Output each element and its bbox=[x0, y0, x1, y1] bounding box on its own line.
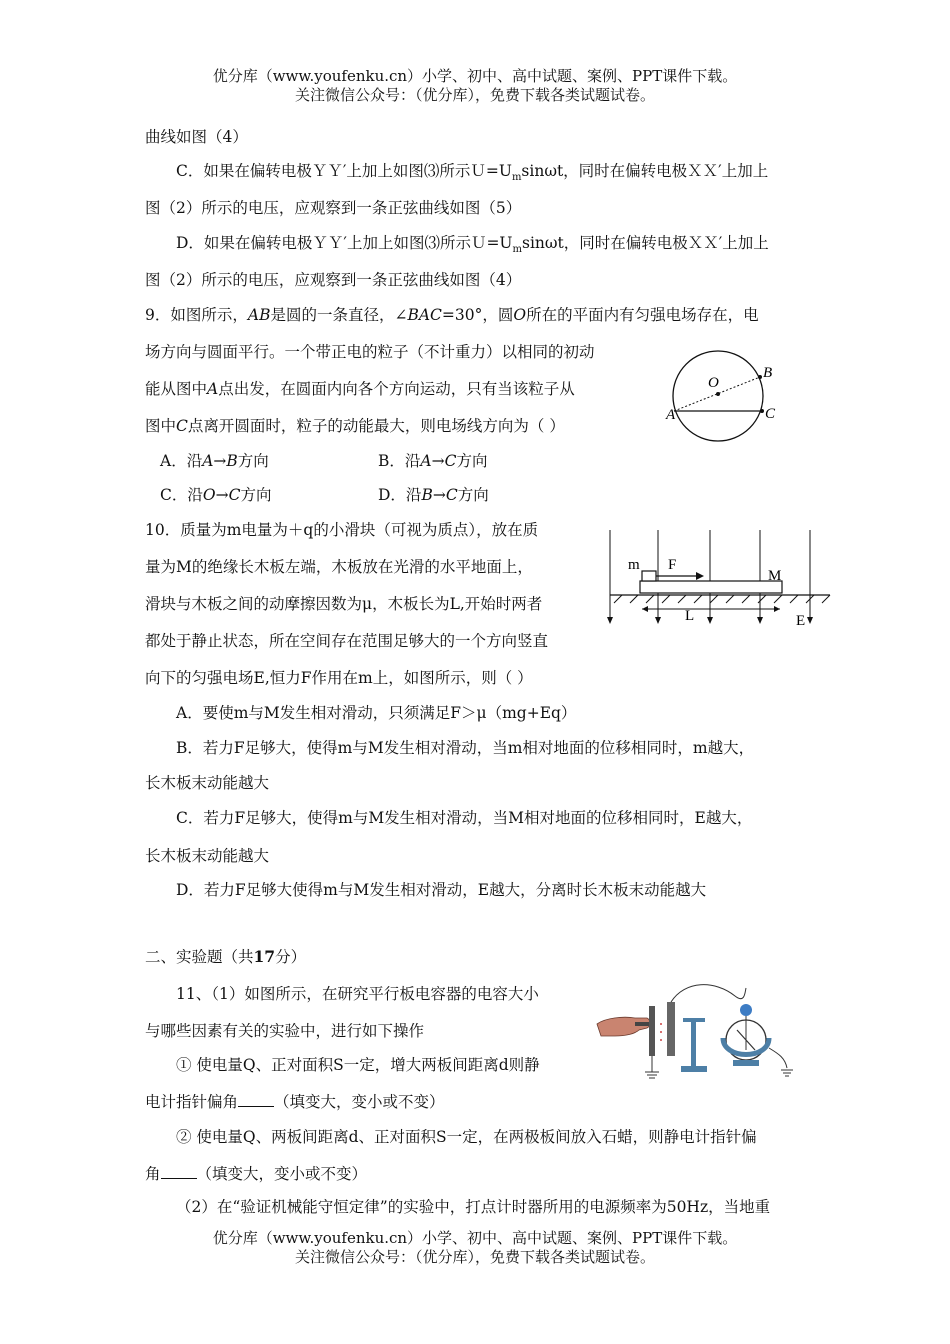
q8-option-d: D．如果在偏转电极ＹＹ′上加上如图⑶所示$U=U_m\sin\omega t$，同时在偏转电极ＸＸ′上加上 bbox=[176, 234, 769, 256]
page-footer-line1: 优分库（www.youfenku.cn）小学、初中、高中试题、案例、PPT课件下载。 bbox=[212, 1229, 738, 1247]
q9-option-a: A．沿A→B方向 bbox=[160, 452, 269, 470]
q9-option-b: B．沿A→C方向 bbox=[378, 452, 488, 470]
q11-capacitor-figure bbox=[595, 978, 805, 1083]
q9-option-d: D．沿B→C方向 bbox=[378, 486, 489, 504]
q11-item1-cont: 电计指针偏角 （填变大，变小或不变） bbox=[145, 1093, 445, 1111]
q10-option-c: C．若力F足够大，使得m与M发生相对滑动，当M相对地面的位移相同时，E越大， bbox=[176, 809, 753, 827]
page-header-line1: 优分库（www.youfenku.cn）小学、初中、高中试题、案例、PPT课件下载。 bbox=[212, 67, 738, 85]
answer-blank-2[interactable] bbox=[161, 1163, 197, 1179]
label-l: L bbox=[685, 608, 695, 624]
q10-stem-line5: 向下的匀强电场E,恒力F作用在m上，如图所示，则（ ） bbox=[145, 669, 533, 687]
q11-line2: 与哪些因素有关的实验中，进行如下操作 bbox=[145, 1022, 425, 1040]
point-c bbox=[760, 409, 764, 413]
label-a: A bbox=[666, 407, 676, 423]
section2-title: 二、实验题（共17分） bbox=[145, 947, 307, 966]
q8-continued: 曲线如图（4） bbox=[145, 128, 248, 146]
center-point bbox=[716, 392, 720, 396]
q11-line1: 11、（1）如图所示，在研究平行板电容器的电容大小 bbox=[176, 985, 539, 1003]
q10-stem-line4: 都处于静止状态，所在空间存在范围足够大的一个方向竖直 bbox=[145, 632, 549, 650]
right-plate bbox=[667, 1002, 675, 1056]
label-board-m: M bbox=[768, 568, 782, 584]
q11-item2-cont: 角 （填变大，变小或不变） bbox=[145, 1165, 368, 1183]
q10-stem-line1: 10．质量为m电量为＋q的小滑块（可视为质点），放在质 bbox=[145, 521, 539, 539]
q11-item1: ① 使电量Q、正对面积S一定，增大两板间距离d则静 bbox=[176, 1056, 540, 1074]
label-c: C bbox=[765, 406, 776, 422]
q9-option-c: C．沿O→C方向 bbox=[160, 486, 272, 504]
force-arrowhead bbox=[696, 572, 704, 580]
left-plate bbox=[649, 1006, 655, 1056]
hand-shape bbox=[597, 1017, 650, 1036]
q10-option-b: B．若力F足够大，使得m与M发生相对滑动，当m相对地面的位移相同时，m越大， bbox=[176, 739, 755, 757]
q9-stem-line1: 9．如图所示，AB是圆的一条直径，∠BAC=30°，圆O所在的平面内有匀强电场存在，电 bbox=[145, 306, 759, 324]
q10-option-b-cont: 长木板末动能越大 bbox=[145, 774, 270, 792]
q10-stem-line2: 量为M的绝缘长木板左端，木板放在光滑的水平地面上， bbox=[145, 558, 533, 576]
q9-stem-line4: 图中C点离开圆面时，粒子的动能最大，则电场线方向为（ ） bbox=[145, 417, 565, 435]
point-b bbox=[758, 375, 762, 379]
q10-stem-line3: 滑块与木板之间的动摩擦因数为μ，木板长为L,开始时两者 bbox=[145, 595, 543, 613]
q9-circle-figure bbox=[660, 345, 795, 445]
answer-blank-1[interactable] bbox=[238, 1091, 274, 1107]
q10-board-figure bbox=[600, 525, 835, 635]
q11-item2: ② 使电量Q、两板间距离d、正对面积S一定，在两极板间放入石蜡，则静电计指针偏 bbox=[176, 1128, 757, 1146]
label-o: O bbox=[708, 375, 719, 391]
q10-option-c-cont: 长木板末动能越大 bbox=[145, 847, 270, 865]
q10-option-d: D．若力F足够大使得m与M发生相对滑动，E越大，分离时长木板末动能越大 bbox=[176, 881, 707, 899]
electroscope-knob bbox=[740, 1004, 752, 1016]
q9-stem-line2: 场方向与圆面平行。一个带正电的粒子（不计重力）以相同的初动 bbox=[145, 343, 595, 361]
q10-option-a: A．要使m与M发生相对滑动，只须满足F＞μ（mg+Eq） bbox=[176, 704, 577, 722]
label-e: E bbox=[796, 613, 806, 629]
label-m: m bbox=[628, 557, 640, 573]
q8-option-c: C．如果在偏转电极ＹＹ′上加上如图⑶所示$U=U_m\sin\omega t$，同时在偏转电极ＸＸ′上加上 bbox=[176, 162, 769, 184]
page-footer-line2: 关注微信公众号：（优分库），免费下载各类试题试卷。 bbox=[294, 1248, 655, 1266]
page-header-line2: 关注微信公众号：（优分库），免费下载各类试题试卷。 bbox=[294, 86, 655, 104]
q8-option-d-cont: 图（2）所示的电压，应观察到一条正弦曲线如图（4） bbox=[145, 271, 522, 289]
label-b: B bbox=[763, 365, 773, 381]
q11-part2: （2）在“验证机械能守恒定律”的实验中，打点计时器所用的电源频率为50Hz，当地重 bbox=[176, 1198, 771, 1216]
connecting-wire bbox=[671, 985, 746, 1002]
long-board bbox=[640, 581, 782, 593]
label-f: F bbox=[668, 557, 677, 573]
q8-option-c-cont: 图（2）所示的电压，应观察到一条正弦曲线如图（5） bbox=[145, 199, 522, 217]
small-block bbox=[642, 571, 656, 581]
q9-stem-line3: 能从图中A点出发，在圆面内向各个方向运动，只有当该粒子从 bbox=[145, 380, 575, 398]
